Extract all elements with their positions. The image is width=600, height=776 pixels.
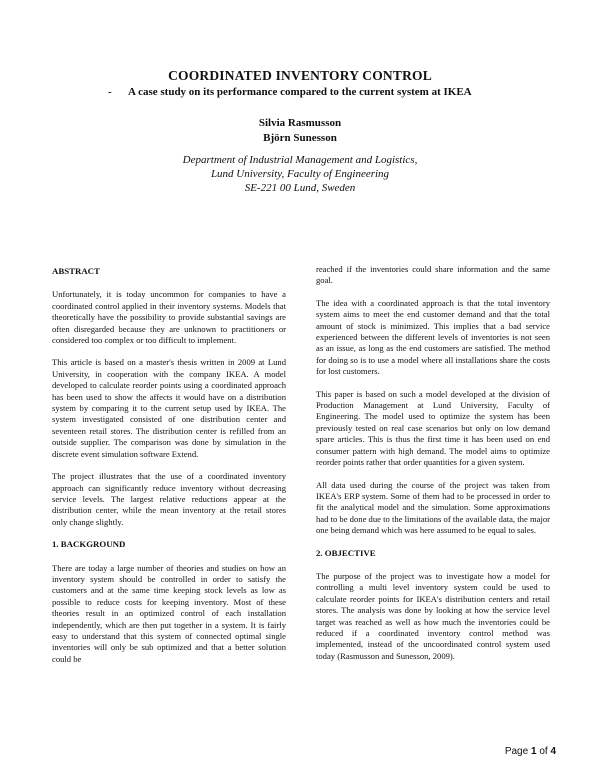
abstract-heading: ABSTRACT [52,266,100,276]
body-paragraph: This paper is based on such a model developed at the division of Production Management at Lund University, Faculty of Engineering. The model used to optimize the system has been previously tested on real case scenarios but only on low demand spare articles. This is thus the first time it has been used on end consumer pattern with high demand. The model aims to optimize reorder points rather that order quantities for a given system. [316,388,550,468]
body-paragraph: The idea with a coordinated approach is that the total inventory system aims to meet the end customer demand and that the total amount of stock is minimized. This implies that a bad service experienced between the different levels of inventories is not seen as an issue, as long as the end customers are satisfied. The method for doing so is to use a model where all installations share the costs for lost customers. [316,297,550,377]
author-list [0,116,600,146]
paper-subtitle [108,86,578,98]
abstract-paragraph: This article is based on a master's thesis written in 2009 at Lund University, in cooperation with the company IKEA. A model developed to calculate reorder points using a coordinated approach has been used to show the affects it would have on a distribution system by comparing it to the current setup used by IKEA. The system investigated consisted of one distribution center and seventeen retail stores. The distribution center is refilled from an outside supplier. The comparison was done by simulation in the discrete event simulation software Extend. [52,357,286,459]
subtitle-dash: - [108,86,112,98]
left-column [52,266,286,676]
affiliation-line: Department of Industrial Management and Logistics, [182,154,418,166]
abstract-paragraph: Unfortunately, it is today uncommon for companies to have a coordinated control applied in their inventory systems. Models that theoretically have the possibility to provide substantial savings are often disregarded because they are unknown to practitioners or considered too complex or too difficult to implement. [52,289,286,346]
right-column [316,264,550,673]
page-word: Page [504,746,529,757]
affiliation [0,153,600,195]
subtitle-text: A case study on its performance compared to the current system at IKEA [128,86,472,98]
background-paragraph: There are today a large number of theories and studies on how an inventory system should be controlled in order to satisfy the customers and at the same time keeping stock levels as low as possible to reduce costs for keeping inventory. Most of these theories result in an optimized control of each installation independently, which are then put together in a system. It is fairly easy to understand that this system of connected optimal single inventories will only be sub optimized and that a better solution could be [52,562,286,664]
affiliation-line: Lund University, Faculty of Engineering [210,168,390,180]
objective-paragraph: The purpose of the project was to investigate how a model for controlling a multi level inventory system could be used to calculate reorder points for IKEA's distribution centers and retail stores. The analysis was done by looking at how the service level target was reached as well as how much the inventories could be reduced if a coordinated inventory control method was implemented, instead of the uncoordinated control system used today (Rasmusson and Sunesson, 2009). [316,570,550,661]
objective-heading: 2. OBJECTIVE [316,547,376,558]
body-paragraph: All data used during the course of the project was taken from IKEA's ERP system. Some of them had to be processed in order to fit the analytical model and the simulation. Some approximations had to be done due to the limitations of the available data, the major one being demand which was here assumed to be equal to sales. [316,479,550,536]
page-of: of [539,746,548,757]
abstract-paragraph: The project illustrates that the use of a coordinated inventory approach can significantly reduce inventory without decreasing service levels. The largest relative reductions appear at the distribution center, while the mean inventory at the retail stores only change slightly. [52,471,286,527]
affiliation-line: SE-221 00 Lund, Sweden [244,182,356,194]
author-name: Björn Sunesson [263,132,337,144]
author-name: Silvia Rasmusson [258,117,342,129]
page-total: 4 [550,746,556,757]
page-number [505,746,556,757]
paper-title: COORDINATED INVENTORY CONTROL [168,68,432,83]
body-paragraph: reached if the inventories could share information and the same goal. [316,264,550,286]
background-heading: 1. BACKGROUND [52,539,126,550]
page-current: 1 [530,746,537,757]
